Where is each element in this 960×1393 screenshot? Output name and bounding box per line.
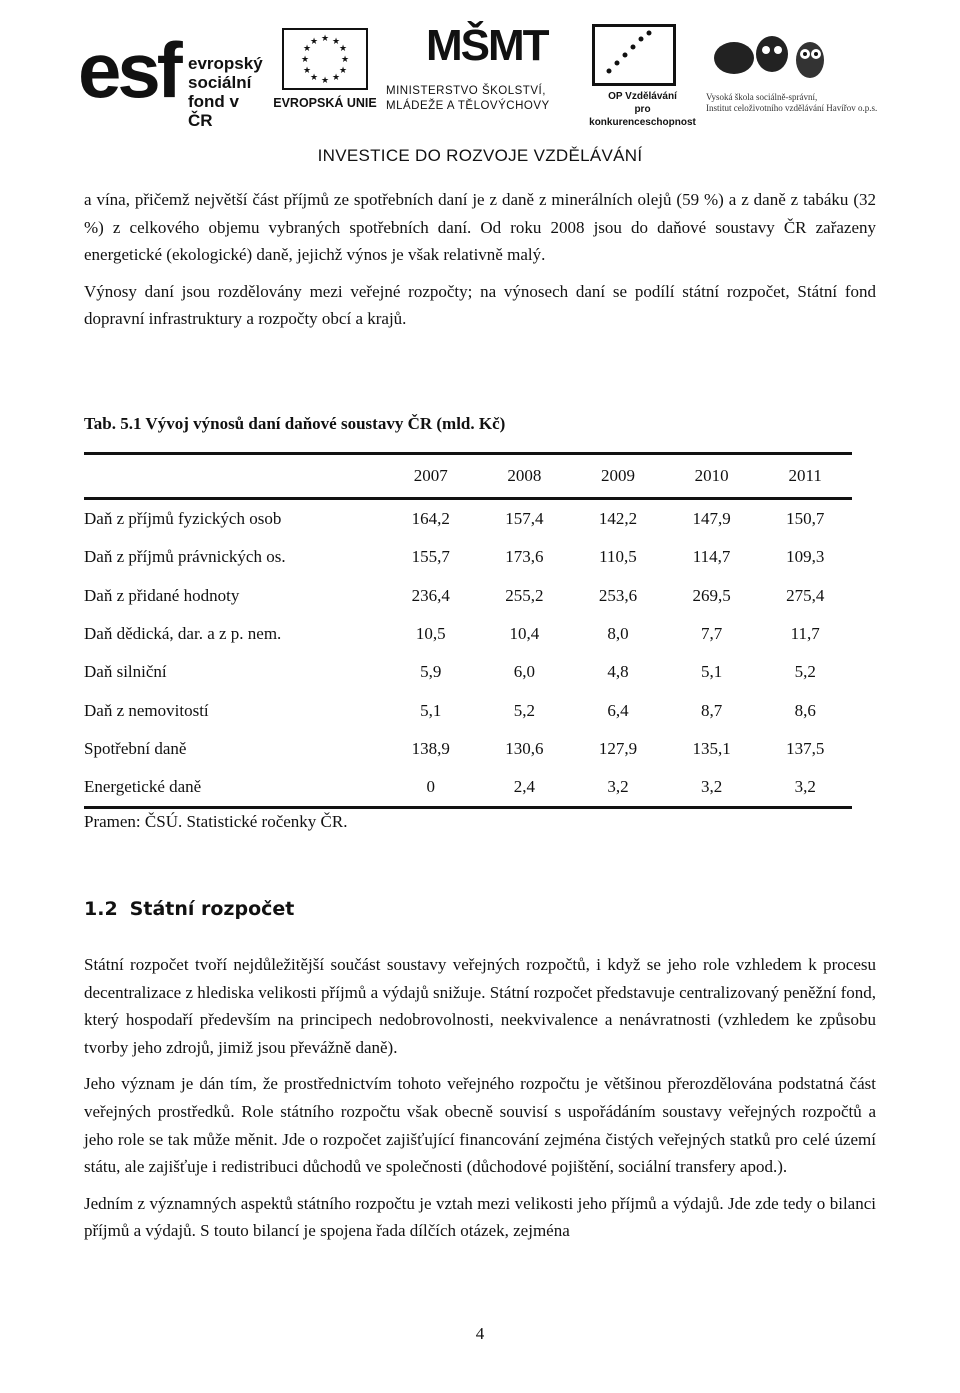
svg-text:★: ★ [302,44,312,54]
table-cell: 155,7 [411,547,450,567]
table-cell: 6,0 [513,662,536,682]
row-label: Daň dědická, dar. a z p. nem. [84,624,282,644]
op-frame-icon [592,24,676,86]
table-cell: 3,2 [665,768,759,808]
eu-logo [270,28,380,120]
vss-owl-icon [710,30,850,92]
table-cell: 10,4 [509,624,540,644]
table-row [84,730,852,768]
table-cell: 3,2 [758,768,852,808]
table-cell: 10,5 [415,624,446,644]
section-paragraph-3: Jedním z významných aspektů státního rozpočtu je vztah mezi velikosti jeho příjmů a výdajů. Jde zde tedy o bilanci příjmů a výdajů. S touto bilancí je spojena řada dílčích otázek, zejména [84,1193,876,1241]
row-label: Daň z přidané hodnoty [84,585,240,605]
table-cell: 236,4 [411,585,450,605]
msmt-logo-text: MINISTERSTVO ŠKOLSTVÍ, MLÁDEŽE A TĚLOVÝCHOVY [386,85,550,112]
table-cell: 137,5 [786,738,825,758]
msmt-mark: MŠMT [426,21,548,70]
svg-text:★: ★ [320,76,330,86]
svg-text:★: ★ [300,55,310,65]
svg-text:★: ★ [331,73,341,83]
table-header-year: 2009 [571,454,665,499]
table-cell: 150,7 [786,509,825,529]
section-paragraph-1: Státní rozpočet tvoří nejdůležitější součást soustavy veřejných rozpočtů, i když se jeho role vzhledem k procesu decentralizace z hlediska velikosti příjmů a výdajů snižuje. Státní rozpočet představuje centralizovaný peněžní fond, který hospodaří především na principech nedobrovolnosti, neekvivalence a nenávratnosti (vzhledem ke způsobu tvorby jeho zdrojů, jimiž jsou převážně daně). [84,955,876,1057]
row-label: Daň z příjmů právnických os. [84,547,286,567]
esf-logo-letters: esf [78,26,179,114]
table-cell: 8,0 [607,624,629,644]
table-source: Pramen: ČSÚ. Statistické ročenky ČR. [84,812,348,831]
esf-logo [78,26,263,130]
table-header-row [84,454,852,499]
svg-text:★: ★ [331,37,341,47]
table-cell: 138,9 [411,738,450,758]
table-cell: 2,4 [478,768,572,808]
table-header-empty [84,454,384,499]
eu-flag-icon [282,28,368,90]
section-number: 1.2 [84,898,118,920]
table-cell: 173,6 [505,547,544,567]
table-cell: 11,7 [790,624,820,644]
table-cell: 130,6 [505,738,544,758]
table-cell: 164,2 [411,509,450,529]
page-header [0,0,960,175]
svg-text:★: ★ [309,73,319,83]
table-header-year: 2008 [478,454,572,499]
table-row [84,615,852,653]
eu-logo-text: EVROPSKÁ UNIE [273,96,377,110]
row-label: Daň z nemovitostí [84,700,209,720]
esf-logo-text: evropský sociální fond v ČR [188,54,263,130]
msmt-logo [386,22,576,122]
table-cell: 5,9 [420,662,442,682]
table-cell: 135,1 [692,738,731,758]
table-cell: 8,6 [794,700,816,720]
table-cell: 4,8 [607,662,629,682]
vss-logo-text: Vysoká škola sociálně-správní, Institut celoživotního vzdělávání Havířov o.p.s. [706,92,878,113]
vss-logo [706,30,926,120]
table-cell: 5,1 [420,700,442,720]
table-row [84,768,852,808]
table-cell: 255,2 [505,585,544,605]
intro-paragraph-1: a vína, přičemž největší část příjmů ze spotřebních daní je z daně z minerálních olejů (59 %) a z daně z tabáku (32 %) z celkového objemu vybraných spotřebních daní. Od roku 2008 jsou do daňové soustavy ČR zařazeny energetické (ekologické) daně, jejichž výnos je však relativně malý. [84,190,876,264]
table-row [84,691,852,729]
table-cell: 5,1 [700,662,723,682]
table-cell: 6,4 [607,700,629,720]
table-cell: 109,3 [786,547,825,567]
svg-text:★: ★ [338,66,348,76]
svg-text:★: ★ [302,66,312,76]
table-cell: 269,5 [692,585,731,605]
table-row [84,499,852,539]
investice-banner: INVESTICE DO ROZVOJE VZDĚLÁVÁNÍ [317,146,643,165]
table-cell: 0 [384,768,478,808]
table-cell: 114,7 [692,547,731,567]
table-header-year: 2010 [665,454,759,499]
table-row [84,577,852,615]
table-row [84,538,852,576]
table-cell: 157,4 [505,509,544,529]
row-label: Daň silniční [84,662,167,682]
table-cell: 5,2 [794,662,816,682]
svg-text:★: ★ [340,55,350,65]
table-header-year: 2007 [384,454,478,499]
table-cell: 142,2 [598,509,638,529]
table-cell: 275,4 [786,585,825,605]
tax-revenue-table [84,452,852,809]
svg-text:★: ★ [309,37,319,47]
table-cell: 147,9 [692,509,731,529]
section-heading [84,898,294,920]
row-label: Daň z příjmů fyzických osob [84,509,282,529]
section-body [84,951,876,1254]
table-header-year: 2011 [758,454,852,499]
row-label: Energetické daně [84,768,384,808]
intro-paragraph-2: Výnosy daní jsou rozdělovány mezi veřejné rozpočty; na výnosech daní se podílí státní rozpočet, Státní fond dopravní infrastruktury a rozpočty obcí a krajů. [84,281,876,328]
table-cell: 8,7 [700,700,723,720]
table-cell: 7,7 [700,624,723,644]
op-logo-text: OP Vzdělávání pro konkurenceschopnost [589,91,696,128]
page-number: 4 [475,1324,485,1343]
table-cell: 5,2 [513,700,536,720]
row-label: Spotřební daně [84,738,187,758]
svg-text:★: ★ [338,44,348,54]
table-cell: 3,2 [571,768,665,808]
section-title: Státní rozpočet [129,898,295,920]
intro-text [84,186,876,333]
table-cell: 110,5 [599,547,637,567]
table-cell: 127,9 [598,738,638,758]
table-cell: 253,6 [598,585,638,605]
table-caption: Tab. 5.1 Vývoj výnosů daní daňové soustavy ČR (mld. Kč) [84,414,506,433]
op-logo [580,22,710,128]
svg-text:★: ★ [320,34,330,44]
table-row [84,653,852,691]
section-paragraph-2: Jeho význam je dán tím, že prostřednictvím tohoto veřejného rozpočtu je většinou přerozdělována podstatná část veřejných prostředků. Role státního rozpočtu však obecně souvisí s uspořádáním soustavy veřejných rozpočtů a jeho role se tak může měnit. Jde o rozpočet zajišťující financování zejména čistých veřejných statků pro celé území státu, ale zajišťuje i redistribuci důchodů ve společnosti (důchodové pojištění, sociální transfery apod.). [84,1074,876,1177]
